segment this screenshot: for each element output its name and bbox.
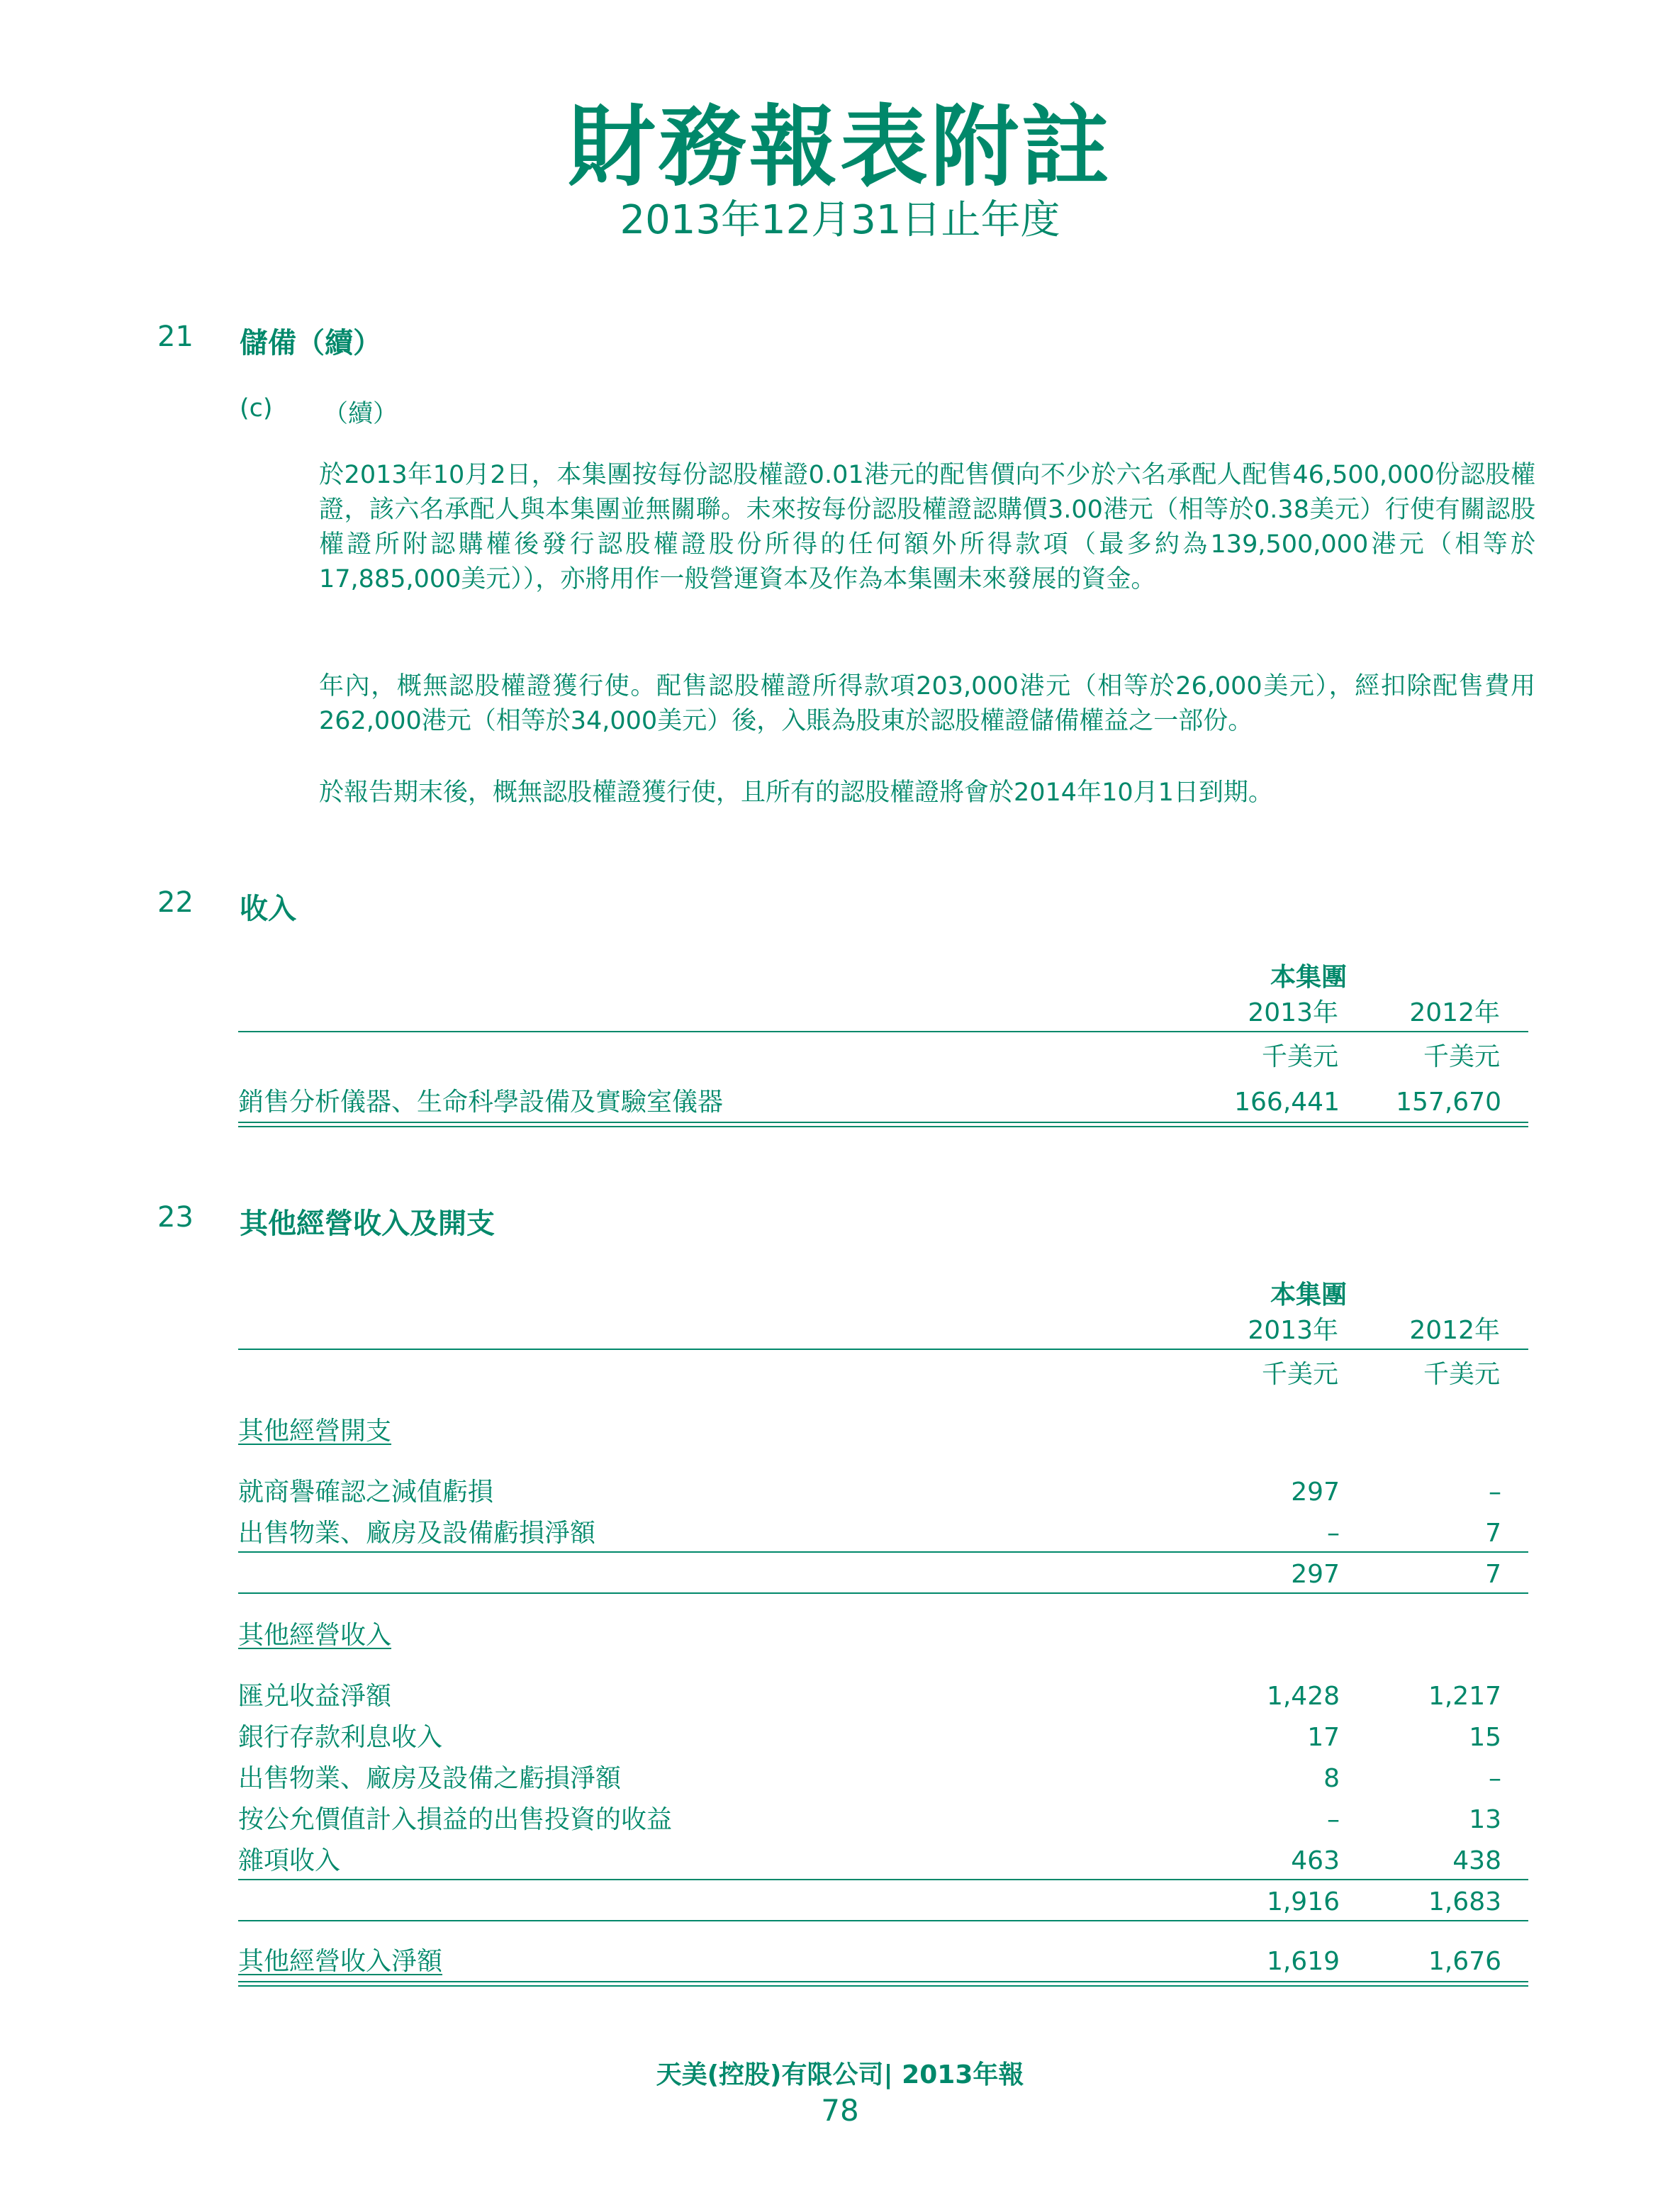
table-row — [238, 1475, 1528, 1510]
total-rule — [238, 1592, 1528, 1594]
table-row — [238, 1720, 1528, 1756]
value-2012: 15 — [1469, 1723, 1501, 1752]
total-2012: 7 — [1485, 1560, 1501, 1589]
row-label: 銷售分析儀器、生命科學設備及實驗室儀器 — [238, 1088, 724, 1117]
table-row — [238, 1085, 1528, 1120]
row-label: 銀行存款利息收入 — [238, 1723, 443, 1752]
section-22-title: 收入 — [240, 893, 296, 925]
column-header-2013: 2013年 — [1248, 998, 1338, 1027]
total-2013: 1,916 — [1266, 1887, 1340, 1916]
page-subtitle: 2013年12月31日止年度 — [620, 197, 1060, 243]
column-header-2013: 2013年 — [1248, 1316, 1338, 1345]
value-2012: 1,217 — [1428, 1682, 1501, 1711]
value-2012: 7 — [1485, 1519, 1501, 1548]
value-2012: 13 — [1469, 1805, 1501, 1834]
total-2012: 1,683 — [1428, 1887, 1501, 1916]
income-total-row — [238, 1885, 1528, 1920]
subtotal-rule — [238, 1879, 1528, 1880]
unit-2012: 千美元 — [1423, 1042, 1500, 1071]
value-2013: 297 — [1291, 1478, 1340, 1507]
unit-2013: 千美元 — [1261, 1042, 1338, 1071]
row-label: 就商譽確認之減值虧損 — [238, 1478, 494, 1507]
sub-section-label: (c) — [240, 394, 273, 423]
value-2013: – — [1327, 1519, 1340, 1548]
table-row — [238, 1802, 1528, 1838]
table-row — [238, 1516, 1528, 1551]
value-2012: 438 — [1452, 1846, 1501, 1875]
net-2012: 1,676 — [1428, 1947, 1501, 1976]
page-number: 78 — [821, 2093, 859, 2128]
double-rule — [238, 1981, 1528, 1987]
unit-2013: 千美元 — [1261, 1360, 1338, 1389]
net-2013: 1,619 — [1266, 1947, 1340, 1976]
table-group-label: 本集團 — [1270, 1280, 1347, 1310]
net-row — [238, 1944, 1528, 1980]
value-2012: 157,670 — [1396, 1088, 1501, 1117]
table-row — [238, 1761, 1528, 1797]
income-heading-row — [238, 1618, 1528, 1653]
header-rule — [238, 1031, 1528, 1032]
value-2013: 17 — [1307, 1723, 1340, 1752]
value-2013: 166,441 — [1234, 1088, 1340, 1117]
paragraph-expiry: 於報告期末後，概無認股權證獲行使，且所有的認股權證將會於2014年10月1日到期。 — [319, 778, 1273, 807]
income-heading: 其他經營收入 — [238, 1621, 392, 1650]
row-label: 出售物業、廠房及設備之虧損淨額 — [238, 1764, 622, 1793]
table-row — [238, 1843, 1528, 1879]
expenses-total-row — [238, 1557, 1528, 1592]
table-row — [238, 1679, 1528, 1714]
expenses-heading: 其他經營開支 — [238, 1417, 392, 1446]
unit-2012: 千美元 — [1423, 1360, 1500, 1389]
value-2013: 1,428 — [1266, 1682, 1340, 1711]
double-rule — [238, 1122, 1528, 1127]
footer-company: 天美(控股)有限公司| 2013年報 — [656, 2060, 1024, 2089]
total-2013: 297 — [1291, 1560, 1340, 1589]
net-label: 其他經營收入淨額 — [238, 1947, 443, 1976]
section-21-number: 21 — [157, 320, 194, 353]
value-2013: 463 — [1291, 1846, 1340, 1875]
row-label: 雜項收入 — [238, 1846, 341, 1875]
header-rule — [238, 1349, 1528, 1350]
row-label: 出售物業、廠房及設備虧損淨額 — [238, 1519, 596, 1548]
sub-section-continued: （續） — [323, 400, 398, 428]
total-rule — [238, 1920, 1528, 1921]
value-2012: – — [1489, 1478, 1501, 1507]
section-22-number: 22 — [157, 886, 194, 919]
row-label: 匯兑收益淨額 — [238, 1682, 392, 1711]
value-2012: – — [1489, 1764, 1501, 1793]
paragraph-proceeds: 年內，概無認股權證獲行使。配售認股權證所得款項203,000港元（相等於26,000美元），經扣除配售費用262,000港元（相等於34,000美元）後，入賬為股東於認股權證儲備權益之一部份。 — [319, 672, 1535, 735]
section-23-number: 23 — [157, 1201, 194, 1234]
subtotal-rule — [238, 1551, 1528, 1553]
table-group-label: 本集團 — [1270, 963, 1347, 992]
expenses-heading-row — [238, 1414, 1528, 1449]
column-header-2012: 2012年 — [1409, 998, 1500, 1027]
value-2013: 8 — [1323, 1764, 1340, 1793]
row-label: 按公允價值計入損益的出售投資的收益 — [238, 1805, 673, 1834]
column-header-2012: 2012年 — [1409, 1316, 1500, 1345]
page-title: 財務報表附註 — [567, 96, 1112, 199]
section-23-title: 其他經營收入及開支 — [240, 1207, 495, 1240]
value-2013: – — [1327, 1805, 1340, 1834]
paragraph-placement: 於2013年10月2日，本集團按每份認股權證0.01港元的配售價向不少於六名承配人配售46,500,000份認股權證，該六名承配人與本集團並無關聯。未來按每份認股權證認購價3.00港元（相等於0.38美元）行使有關認股權證所附認購權後發行認股權證股份所得的任何額外所得款項（最多約為139,500,000港元（相等於17,885,000美元）），亦將用作一般營運資本及作為本集團未來發展的資金。 — [319, 461, 1535, 593]
section-21-title: 儲備（續） — [240, 327, 381, 359]
